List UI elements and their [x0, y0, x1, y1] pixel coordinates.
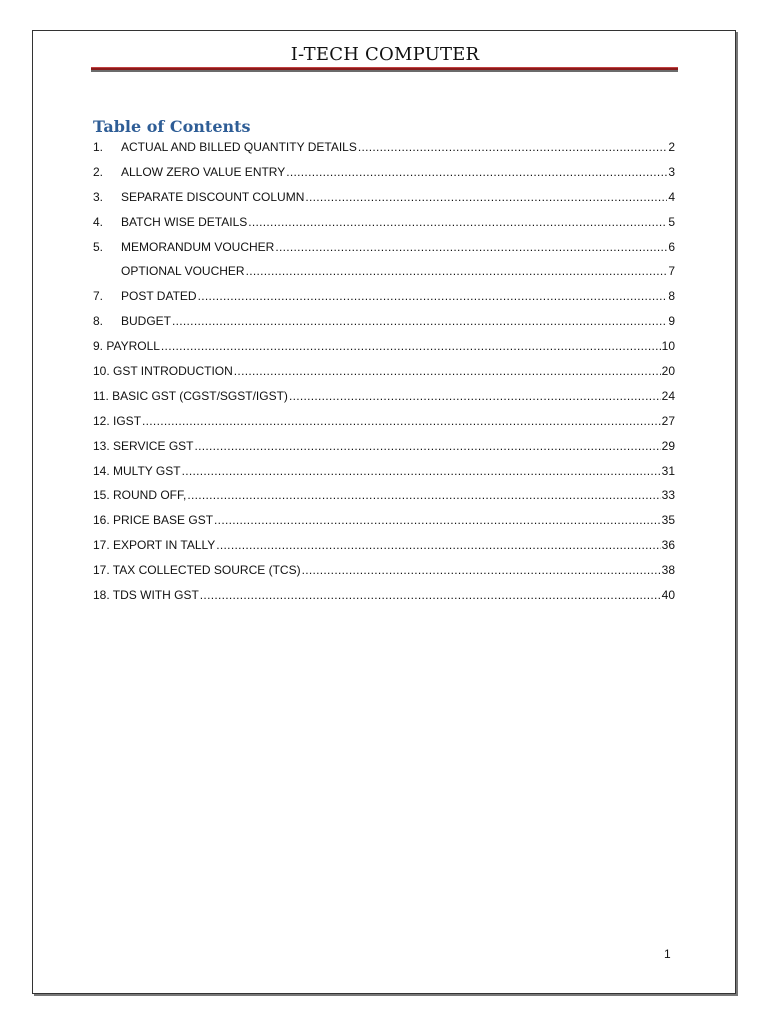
toc-entry-title: 15. ROUND OFF, — [93, 488, 187, 503]
toc-entry-title: 18. TDS WITH GST — [93, 588, 199, 603]
toc-entry[interactable] — [93, 563, 675, 588]
toc-entry-title: 13. SERVICE GST — [93, 438, 194, 453]
toc-entry-title: ACTUAL AND BILLED QUANTITY DETAILS — [121, 140, 357, 154]
toc-leader-dots — [358, 140, 667, 154]
toc-entry-page: 5 — [668, 214, 675, 229]
toc-entry-title: 14. MULTY GST — [93, 463, 181, 478]
toc-leader-dots — [216, 538, 660, 552]
toc-entry-number: 5. — [93, 239, 104, 254]
toc-entry[interactable] — [93, 165, 675, 190]
toc-entry-title: SEPARATE DISCOUNT COLUMN — [121, 189, 305, 204]
toc-entry[interactable] — [93, 190, 675, 215]
toc-leader-dots — [161, 339, 661, 353]
toc-entry[interactable] — [93, 488, 675, 513]
toc-entry[interactable] — [93, 513, 675, 538]
toc-entry-page: 7 — [668, 264, 675, 279]
toc-entry[interactable] — [93, 389, 675, 414]
toc-entry-page: 6 — [668, 239, 675, 254]
toc-leader-dots — [187, 488, 660, 502]
toc-entry-title: OPTIONAL VOUCHER — [121, 264, 245, 279]
toc-entry[interactable] — [93, 588, 675, 613]
toc-entry-page: 8 — [668, 289, 675, 304]
toc-entry-page: 35 — [661, 513, 675, 528]
toc-entry-number: 2. — [93, 164, 104, 179]
toc-entry-title: MEMORANDUM VOUCHER — [121, 239, 275, 254]
toc-entry-page: 10 — [661, 339, 675, 354]
toc-heading: Table of Contents — [93, 117, 251, 136]
toc-entry-title: BATCH WISE DETAILS — [121, 214, 248, 229]
toc-entry-title: POST DATED — [121, 289, 197, 304]
toc-leader-dots — [302, 563, 661, 577]
toc-leader-dots — [200, 588, 661, 602]
toc-entry-title: 16. PRICE BASE GST — [93, 513, 214, 528]
toc-entry-page: 29 — [661, 438, 675, 453]
toc-entry[interactable] — [93, 538, 675, 563]
toc-entry-number: 7. — [93, 289, 104, 304]
toc-entry[interactable] — [93, 414, 675, 439]
toc-entry-title: 17. EXPORT IN TALLY — [93, 538, 216, 553]
toc-entry-page: 38 — [661, 563, 675, 578]
toc-entry[interactable] — [93, 140, 675, 165]
toc-entry-page: 33 — [661, 488, 675, 503]
toc-leader-dots — [248, 215, 667, 229]
toc-entry[interactable] — [93, 215, 675, 240]
toc-list — [93, 140, 675, 613]
toc-entry-number: 1. — [93, 140, 104, 154]
toc-entry[interactable] — [93, 464, 675, 489]
toc-leader-dots — [289, 389, 661, 403]
toc-entry-title: 10. GST INTRODUCTION — [93, 364, 233, 379]
toc-entry-page: 2 — [668, 140, 675, 154]
toc-entry-title: 12. IGST — [93, 413, 142, 428]
toc-entry-page: 40 — [661, 588, 675, 603]
toc-leader-dots — [286, 165, 667, 179]
toc-leader-dots — [198, 289, 668, 303]
toc-leader-dots — [194, 439, 660, 453]
header-divider — [91, 67, 678, 72]
page-number: 1 — [664, 947, 671, 961]
toc-leader-dots — [246, 264, 668, 278]
toc-entry-page: 20 — [661, 364, 675, 379]
toc-entry-title: BUDGET — [121, 314, 172, 329]
toc-entry[interactable] — [93, 289, 675, 314]
toc-leader-dots — [305, 190, 667, 204]
toc-entry[interactable] — [93, 339, 675, 364]
toc-entry-page: 31 — [661, 463, 675, 478]
toc-entry[interactable] — [93, 240, 675, 265]
toc-entry-page: 3 — [668, 164, 675, 179]
toc-entry-page: 4 — [668, 189, 675, 204]
toc-leader-dots — [214, 513, 661, 527]
toc-entry-number: 3. — [93, 189, 104, 204]
toc-entry-title: 17. TAX COLLECTED SOURCE (TCS) — [93, 563, 301, 578]
toc-leader-dots — [182, 464, 661, 478]
toc-entry-page: 9 — [668, 314, 675, 329]
toc-entry-title: 11. BASIC GST (CGST/SGST/IGST) — [93, 388, 288, 403]
toc-entry-page: 27 — [661, 413, 675, 428]
toc-leader-dots — [275, 240, 667, 254]
toc-entry-number: 8. — [93, 314, 104, 329]
toc-leader-dots — [234, 364, 661, 378]
toc-entry-title: 9. PAYROLL — [93, 339, 160, 354]
toc-entry[interactable] — [93, 264, 675, 289]
toc-leader-dots — [172, 314, 667, 328]
toc-entry-number: 4. — [93, 214, 104, 229]
toc-entry[interactable] — [93, 364, 675, 389]
toc-entry-page: 24 — [661, 388, 675, 403]
toc-entry-page: 36 — [661, 538, 675, 553]
document-header-title: I-TECH COMPUTER — [290, 44, 480, 65]
toc-entry[interactable] — [93, 439, 675, 464]
toc-leader-dots — [142, 414, 661, 428]
toc-entry[interactable] — [93, 314, 675, 339]
toc-entry-title: ALLOW ZERO VALUE ENTRY — [121, 164, 286, 179]
